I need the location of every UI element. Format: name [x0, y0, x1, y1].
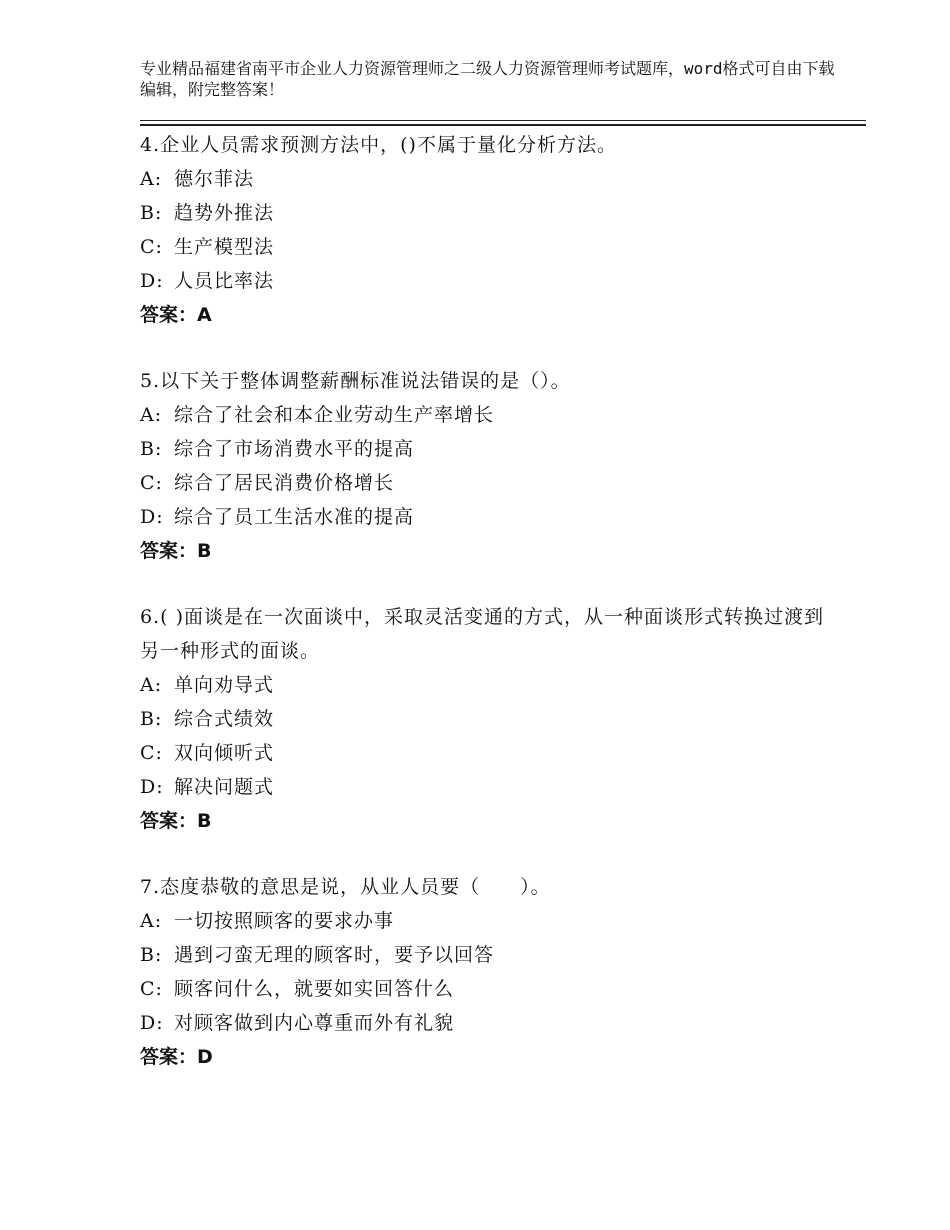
option-b — [140, 702, 840, 736]
option-text: 德尔菲法 — [174, 168, 255, 190]
option-letter: D: — [140, 270, 164, 292]
question-text: 5.以下关于整体调整薪酬标准说法错误的是（）。 — [140, 370, 571, 392]
option-letter: D: — [140, 1012, 164, 1034]
question-5 — [140, 364, 840, 568]
question-text: 4.企业人员需求预测方法中，()不属于量化分析方法。 — [140, 134, 617, 156]
question-7 — [140, 870, 840, 1074]
option-letter: A: — [140, 910, 163, 932]
option-d — [140, 1006, 840, 1040]
option-c — [140, 466, 840, 500]
question-6 — [140, 600, 840, 838]
answer-key: 答案：A — [140, 304, 212, 326]
question-text: 7.态度恭敬的意思是说，从业人员要（ ）。 — [140, 876, 551, 898]
option-text: 顾客问什么，就要如实回答什么 — [174, 978, 455, 1000]
option-b — [140, 938, 840, 972]
header-divider-thick — [140, 124, 866, 126]
option-letter: C: — [140, 472, 163, 494]
option-letter: B: — [140, 708, 163, 730]
option-text: 解决问题式 — [174, 776, 275, 798]
option-d — [140, 770, 840, 804]
option-d — [140, 500, 840, 534]
header-divider-thin — [140, 120, 866, 121]
option-text: 一切按照顾客的要求办事 — [174, 910, 395, 932]
option-letter: D: — [140, 506, 164, 528]
option-letter: B: — [140, 202, 163, 224]
option-letter: C: — [140, 978, 163, 1000]
option-text: 双向倾听式 — [174, 742, 275, 764]
question-text: 6.( )面谈是在一次面谈中，采取灵活变通的方式，从一种面谈形式转换过渡到另一种形式的面谈。 — [140, 606, 824, 662]
option-text: 综合式绩效 — [174, 708, 275, 730]
option-a — [140, 162, 840, 196]
option-text: 趋势外推法 — [174, 202, 275, 224]
answer-key: 答案：B — [140, 540, 212, 562]
option-text: 单向劝导式 — [174, 674, 275, 696]
question-4 — [140, 128, 840, 332]
answer-key: 答案：B — [140, 810, 212, 832]
option-text: 综合了市场消费水平的提高 — [174, 438, 415, 460]
option-text: 综合了社会和本企业劳动生产率增长 — [174, 404, 495, 426]
option-a — [140, 668, 840, 702]
option-text: 对顾客做到内心尊重而外有礼貌 — [174, 1012, 455, 1034]
option-c — [140, 230, 840, 264]
option-c — [140, 972, 840, 1006]
question-list — [140, 128, 840, 1106]
option-text: 综合了员工生活水准的提高 — [174, 506, 415, 528]
option-d — [140, 264, 840, 298]
option-letter: C: — [140, 236, 163, 258]
option-c — [140, 736, 840, 770]
option-letter: A: — [140, 404, 163, 426]
option-b — [140, 196, 840, 230]
option-text: 人员比率法 — [174, 270, 275, 292]
option-text: 遇到刁蛮无理的顾客时，要予以回答 — [174, 944, 495, 966]
option-letter: A: — [140, 168, 163, 190]
option-a — [140, 904, 840, 938]
option-text: 综合了居民消费价格增长 — [174, 472, 395, 494]
option-letter: A: — [140, 674, 163, 696]
option-text: 生产模型法 — [174, 236, 275, 258]
answer-key: 答案：D — [140, 1046, 213, 1068]
option-letter: B: — [140, 438, 163, 460]
option-letter: C: — [140, 742, 163, 764]
option-b — [140, 432, 840, 466]
option-letter: D: — [140, 776, 164, 798]
document-header: 专业精品福建省南平市企业人力资源管理师之二级人力资源管理师考试题库，word格式可自由下载编辑，附完整答案！ — [140, 59, 835, 99]
option-letter: B: — [140, 944, 163, 966]
option-a — [140, 398, 840, 432]
